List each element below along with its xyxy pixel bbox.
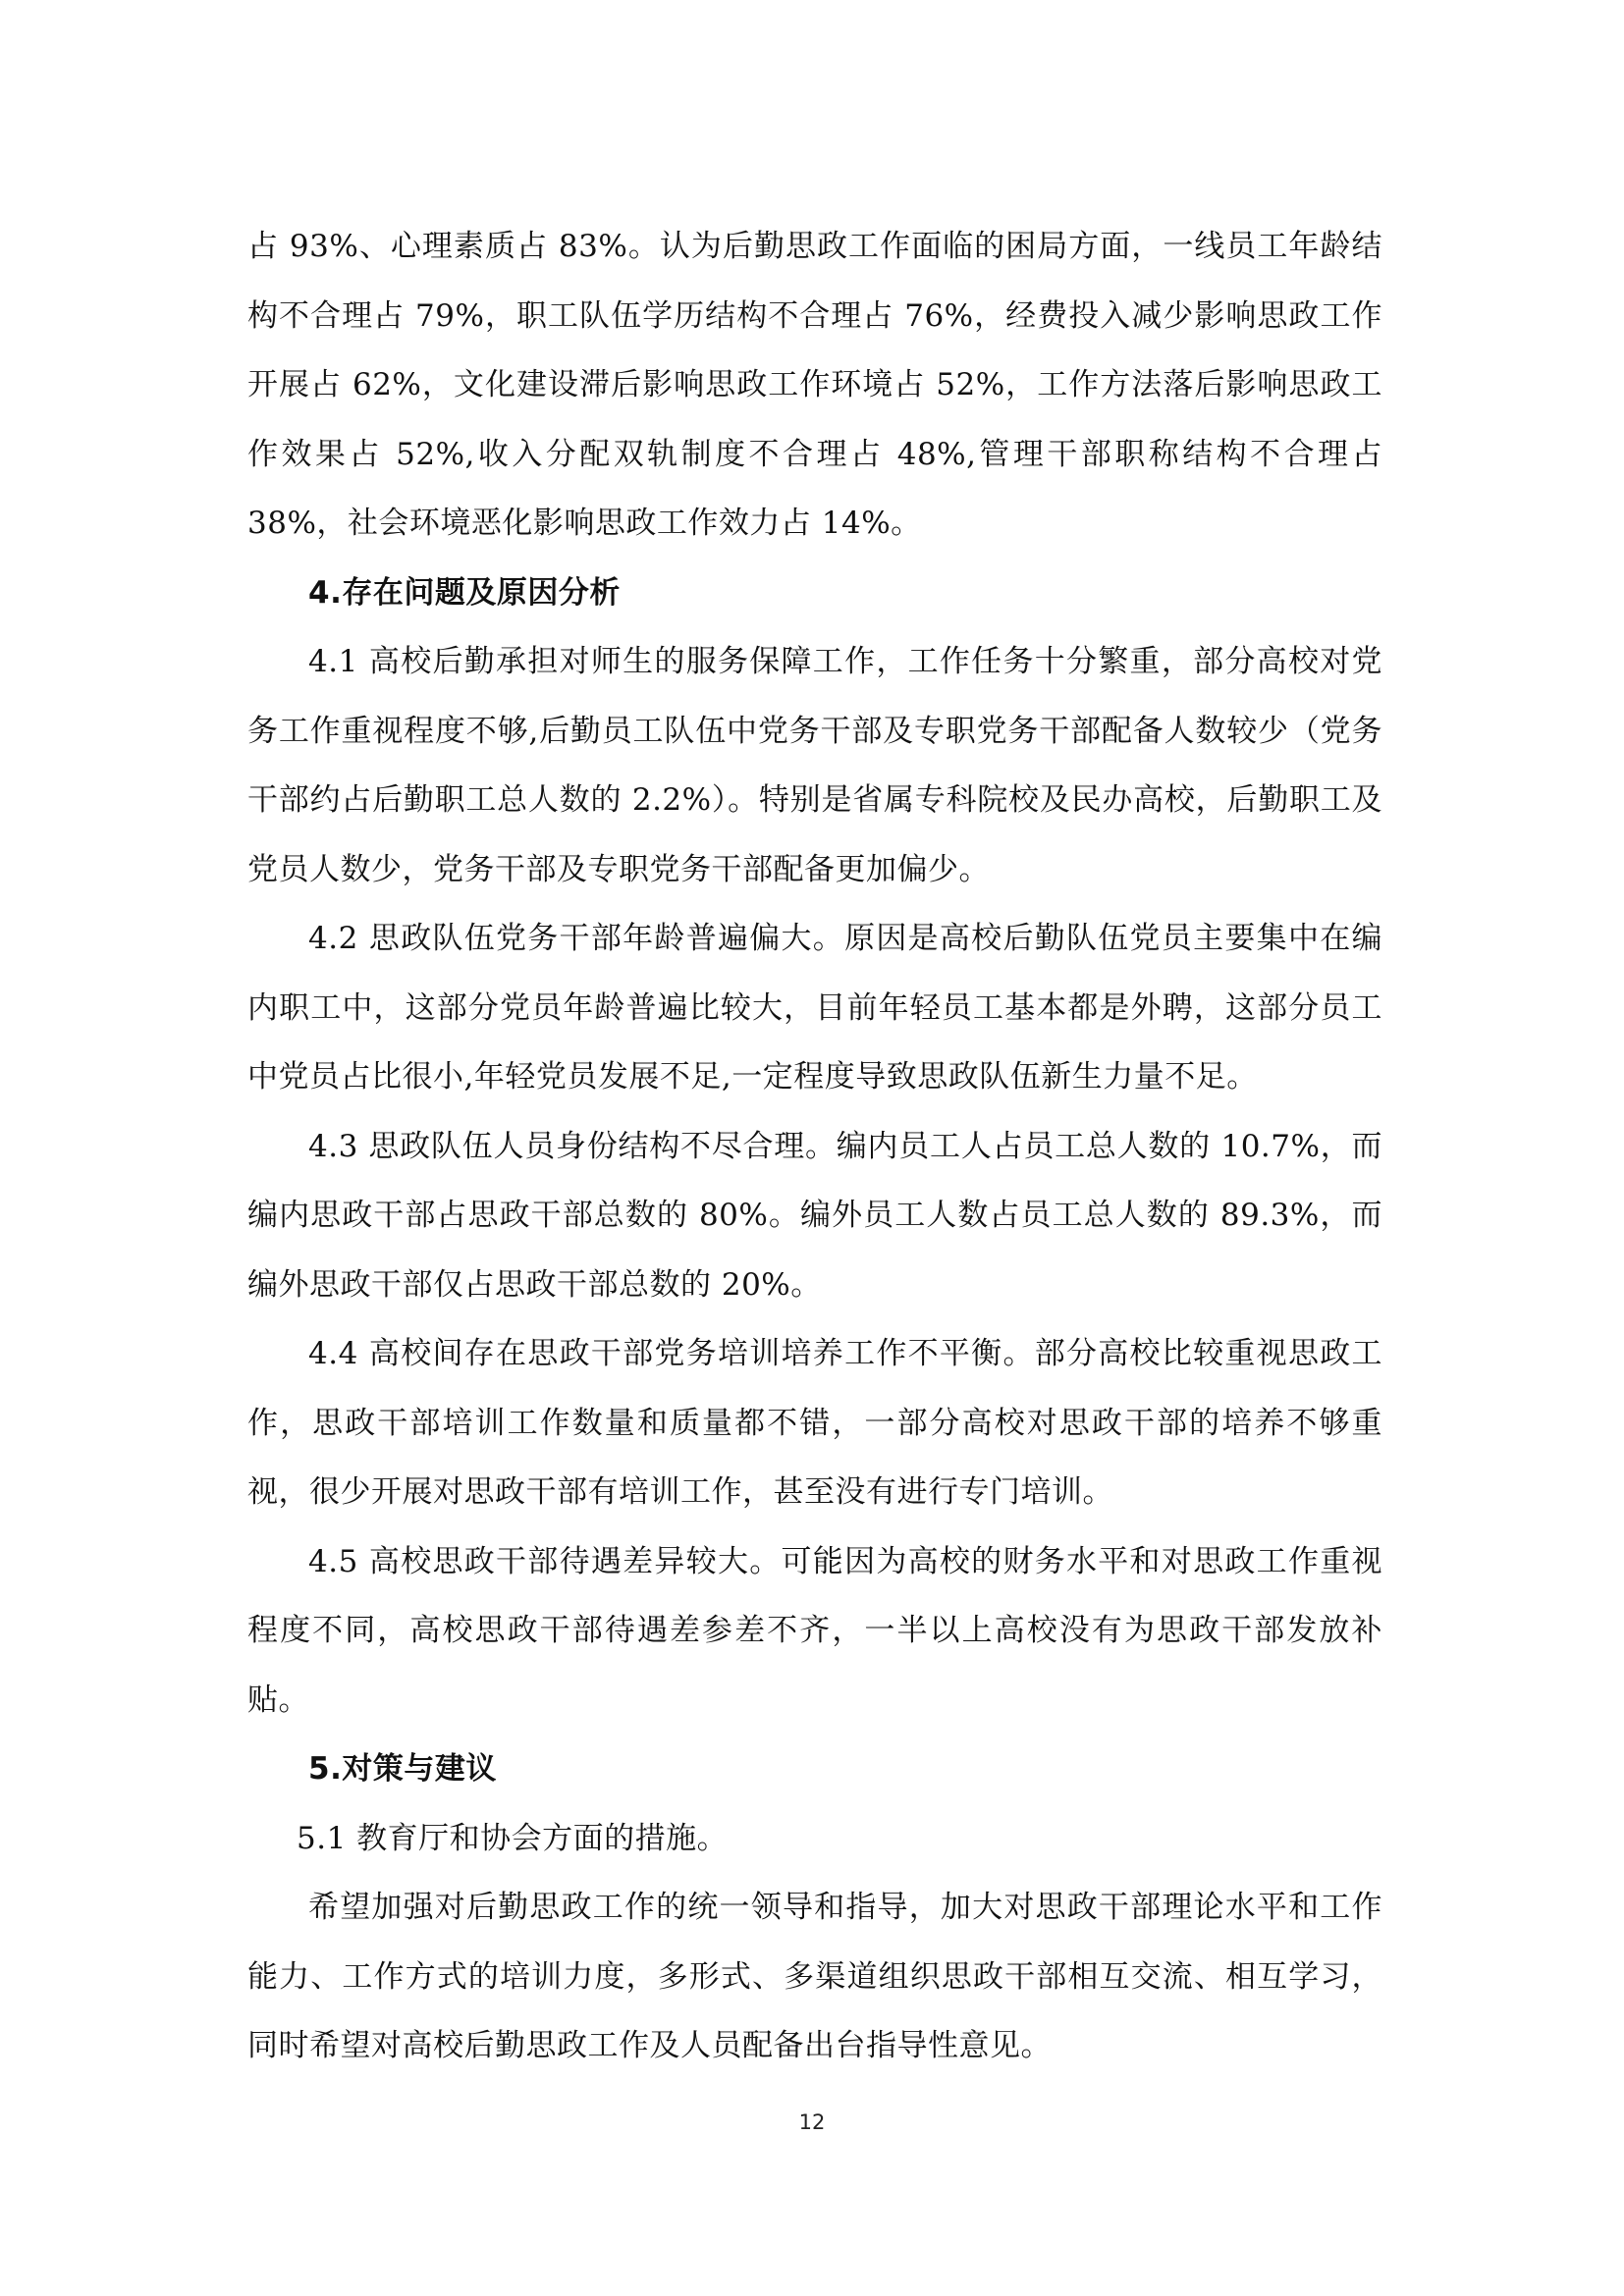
paragraph-4-5: 4.5 高校思政干部待遇差异较大。可能因为高校的财务水平和对思政工作重视程度不同，高校思政干部待遇差参差不齐，一半以上高校没有为思政干部发放补贴。 (247, 1543, 1382, 1718)
subsection-heading-5-1: 5.1 教育厅和协会方面的措施。 (297, 1820, 729, 1856)
paragraph-5-1: 希望加强对后勤思政工作的统一领导和指导，加大对思政干部理论水平和工作能力、工作方式的培训力度，多形式、多渠道组织思政干部相互交流、相互学习，同时希望对高校后勤思政工作及人员配备出台指导性意见。 (247, 1890, 1382, 2063)
page-body (247, 212, 1382, 2081)
paragraph-4-1: 4.1 高校后勤承担对师生的服务保障工作，工作任务十分繁重，部分高校对党务工作重视程度不够,后勤员工队伍中党务干部及专职党务干部配备人数较少（党务干部约占后勤职工总人数的 2.2%）。特别是省属专科院校及民办高校，后勤职工及党员人数少，党务干部及专职党务干部配备更加偏少。 (247, 644, 1382, 887)
section-heading-problems-analysis: 4.存在问题及原因分析 (308, 574, 621, 611)
page-number: 12 (798, 2110, 826, 2134)
paragraph-survey-results: 占 93%、心理素质占 83%。认为后勤思政工作面临的困局方面，一线员工年龄结构不合理占 79%，职工队伍学历结构不合理占 76%，经费投入减少影响思政工作开展占 62%，文化建设滞后影响思政工作环境占 52%，工作方法落后影响思政工作效果占 52%,收入分配双轨制度不合理占 48%,管理干部职称结构不合理占 38%，社会环境恶化影响思政工作效力占 14%。 (247, 229, 1382, 541)
paragraph-4-3: 4.3 思政队伍人员身份结构不尽合理。编内员工人占员工总人数的 10.7%，而编内思政干部占思政干部总数的 80%。编外员工人数占员工总人数的 89.3%，而编外思政干部仅占思政干部总数的 20%。 (247, 1128, 1382, 1303)
paragraph-4-4: 4.4 高校间存在思政干部党务培训培养工作不平衡。部分高校比较重视思政工作，思政干部培训工作数量和质量都不错，一部分高校对思政干部的培养不够重视，很少开展对思政干部有培训工作，甚至没有进行专门培训。 (247, 1336, 1382, 1510)
section-heading-countermeasures: 5.对策与建议 (308, 1751, 497, 1787)
paragraph-4-2: 4.2 思政队伍党务干部年龄普遍偏大。原因是高校后勤队伍党员主要集中在编内职工中，这部分党员年龄普遍比较大，目前年轻员工基本都是外聘，这部分员工中党员占比很小,年轻党员发展不足,一定程度导致思政队伍新生力量不足。 (247, 921, 1382, 1095)
